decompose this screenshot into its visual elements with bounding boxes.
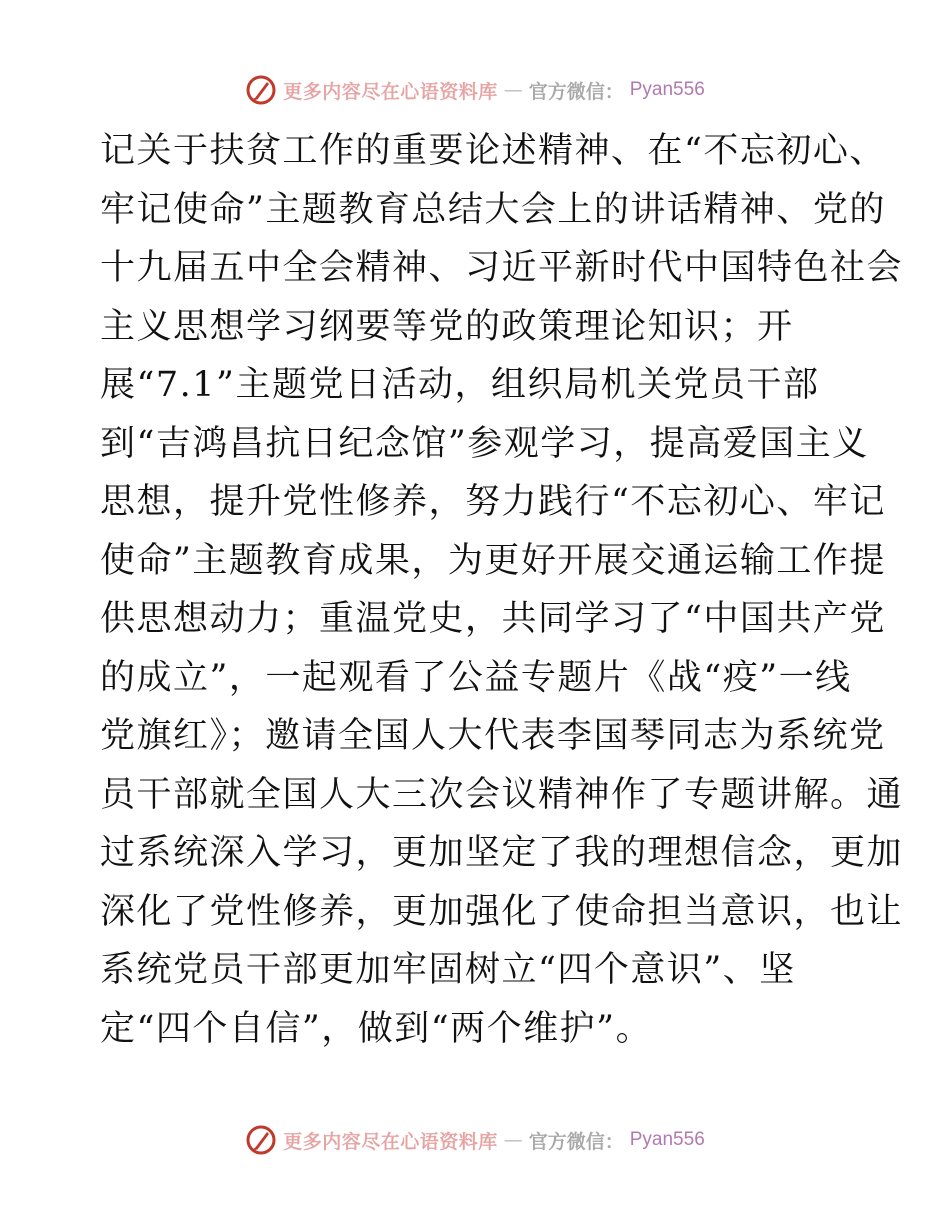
- body-line: 深化了党性修养，更加强化了使命担当意识，也让: [100, 891, 904, 932]
- watermark-wechat-label: 官方微信：: [528, 80, 624, 103]
- body-line: 主义思想学习纲要等党的政策理论知识；开: [100, 306, 794, 347]
- body-line: 思想，提升党性修养，努力践行“不忘初心、牢记: [100, 482, 886, 522]
- watermark-wechat-id: Pyan556: [629, 1129, 705, 1150]
- body-line: 使命”主题教育成果，为更好开展交通运输工作提: [100, 540, 886, 581]
- body-line: 过系统深入学习，更加坚定了我的理想信念，更加: [100, 833, 904, 873]
- quill-circle-logo-icon: [245, 74, 277, 106]
- footer-watermark: [0, 1120, 950, 1160]
- body-line: 到“吉鸿昌抗日纪念馆”参观学习，提高爱国主义: [100, 423, 869, 464]
- watermark-wechat-id: Pyan556: [629, 79, 705, 100]
- watermark-wechat-label: 官方微信：: [528, 1130, 624, 1153]
- watermark-site-text: 更多内容尽在心语资料库: [283, 1130, 498, 1153]
- quill-circle-logo-icon: [245, 1124, 277, 1156]
- body-line: 系统党员干部更加牢固树立“四个意识”、坚: [100, 950, 796, 990]
- body-line: 党旗红》；邀请全国人大代表李国琴同志为系统党: [100, 716, 886, 756]
- watermark-separator: —: [503, 79, 523, 101]
- body-line: 展“7.1”主题党日活动，组织局机关党员干部: [100, 365, 820, 405]
- watermark-separator: —: [503, 1129, 523, 1151]
- body-line: 十九届五中全会精神、习近平新时代中国特色社会: [100, 248, 904, 288]
- watermark-site-text: 更多内容尽在心语资料库: [283, 80, 498, 103]
- header-watermark: [0, 70, 950, 110]
- body-line: 的成立”，一起观看了公益专题片《战“疫”一线: [100, 657, 852, 698]
- body-line: 员干部就全国人大三次会议精神作了专题讲解。通: [100, 774, 904, 815]
- body-line: 牢记使命”主题教育总结大会上的讲话精神、党的: [100, 189, 886, 230]
- body-line: 定“四个自信”，做到“两个维护”。: [100, 1008, 653, 1049]
- body-line: 记关于扶贫工作的重要论述精神、在“不忘初心、: [100, 131, 886, 171]
- document-body: [100, 122, 904, 1058]
- body-line: 供思想动力；重温党史，共同学习了“中国共产党: [100, 599, 886, 639]
